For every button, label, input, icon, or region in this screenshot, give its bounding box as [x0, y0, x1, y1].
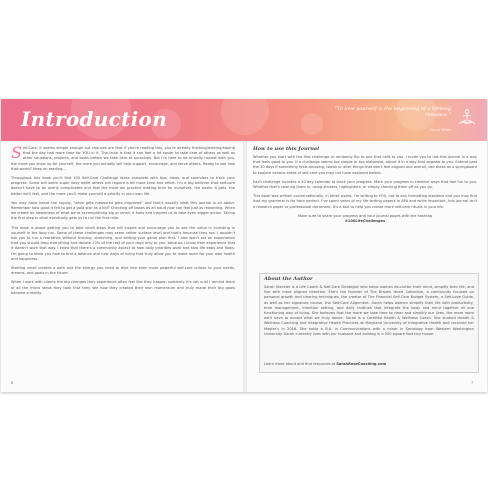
journal-paragraph: Whether you start with the first challenge or randomly flip to one that calls to you, I invite you to use this journal in a way that feels good to you. If a challenge seems too simple or too elaborate, adjust it in a way that appeals to you. Extend past the 30 days if something feels amazing, tweak or alter things that don't feel aligned and overall, use these as a springboard to explore various areas of self-care you may not have explored before.: [253, 155, 477, 175]
book-gutter: [243, 141, 247, 392]
intro-paragraph: Starting small creates a path and the energy you need to dive into even more powerful self-care unique to your needs, dreams, and goals in the future.: [11, 266, 235, 276]
right-page-text: [253, 146, 477, 228]
intro-paragraph: Self-Care, it seems simple enough but chances are that if you're reading this, you're already thinking/wishing/hoping that the day had more time for YOU in it. The truth is that it can feel a lot easier to take care of others as well as other situations, projects, and tasks before we take care of ourselves. But I'm here to be brutally honest with you, the more you show up for yourself, the more you actually will help support, encourage, and serve others. Ready to see how that works? Keep on reading...: [11, 143, 235, 171]
author-heading: About the Author: [264, 276, 313, 282]
website-link: SarahRoseCoaching.com: [336, 362, 387, 366]
about-author-box: [259, 273, 479, 373]
left-page-text: [11, 143, 235, 300]
author-bio: [264, 285, 474, 340]
banner-bokeh: [301, 113, 323, 135]
lotus-meditation-icon: [457, 108, 477, 128]
page-title: Introduction: [21, 107, 168, 131]
bio-paragraph: Sarah Steckler is a Life Coach & Self-Care Strategist who helps women de-clutter their mind, simplify their life, and live with more aligned intention. She's the founder of The Brazen Heart Collective, a community focused on personal growth and clearing techniques, the creator of The Financial Self-Care Budget System, a Self-Love Guide, as well as her signature course, the Self-Care Alignment. Sarah helps women simplify their life with productivity, time management, intention setting, and daily routines that integrate the body and mind together at one functioning way of living. She believes that the more we take time to clear and simplify our lives, the more room we'll have to accept what we truly desire. Sarah is a Certified Health & Wellness Coach. She studied Health & Wellness Coaching and Integrative Health Practices at Maryland University of Integrative Health and received her Master's in 2016. She holds a B.A. in Communications with a minor in Sociology from Western Washington University. Sarah currently lives with her husband and bulldog in a 500 square foot tiny house.: [264, 285, 474, 336]
open-journal-spread: [1, 99, 487, 392]
quote-author: Oscar Wilde: [430, 128, 451, 132]
page-number-left: 6: [11, 381, 14, 385]
hashtag: #100LifeChallenges: [344, 219, 386, 224]
journal-paragraph: Each challenge includes a 30 day calendar to track your progress. Mark your progress in creative ways that feel fun to you. Whether that's coloring them in, using stickers, highlighters, or simply checking them off as you go.: [253, 179, 477, 190]
journal-paragraph: This book was written conversationally, in other words, I'm writing to YOU, not to any formatting standard and you may find that my grammar is far from perfect. I've spent years of my life writing papers in APA and while important, this journal isn't a research paper or professional document. It's a tool to help you create more self-care rituals in your life.: [253, 194, 477, 209]
intro-paragraph: You may have heard the saying, "what gets measured gets improved" and that's exactly what this journal is all about. Remember how good it felt to get a gold star as a kid? Checking off boxes as an adult now can feel just as rewarding. When we create an awareness of what we're accomplishing big or small, it fuels and inspires us to take even bigger action. Taking the first step is what eventually gets us to run the first mile.: [11, 200, 235, 221]
section-heading: How to use this Journal: [253, 146, 320, 152]
banner-quote: "To love yourself is the beginning of a lifelong romance.": [334, 106, 451, 118]
intro-paragraph: This book is about getting you to take small steps that will inspire and encourage you to see the value in investing in yourself in the long run. Some of these challenges may seem rather surface level and that's because they are. I wouldn't ask you to run a marathon without training, stretching, and setting your game plan first. I also won't set an expectation that you should drop everything and devote 10% of the rest of your days only to you, because I know from experience that it doesn't work that way. I know that there's a community aspect to how daily priorities work and how life ebbs and flows. I'm going to show you how to find a balance and new ways of living that truly allow you to make room for your own health and happiness.: [11, 225, 235, 261]
page-number-right: 7: [471, 381, 474, 385]
banner-bokeh: [221, 99, 269, 135]
share-line: Make sure to share your progress and your journal pages with the hashtag: [297, 213, 433, 218]
intro-paragraph: Throughout this book you'll find 100 Self-Care Challenge ideas complete with tips, ideas, and calendars to track your progress. Some will seem super easy while others will require a bit more time and effort. I'm a big believer that self-care doesn't have to be overly complicated and that the more we practice making time for ourselves, the easier it gets, the better we'll feel, and the more you'll make yourself a priority in your own life.: [11, 176, 235, 196]
learn-more-line: Learn more about and find resources at SarahRoseCoaching.com: [264, 362, 387, 366]
intro-paragraph: When I work with clients the big changes they experience often feel like they happen suddenly. It's not until I remind them of all the micro steps they took that they see how they created their own momentum and truly made their big goals become a reality.: [11, 280, 235, 295]
intro-banner: [1, 99, 487, 141]
dropcap: S: [11, 143, 22, 162]
